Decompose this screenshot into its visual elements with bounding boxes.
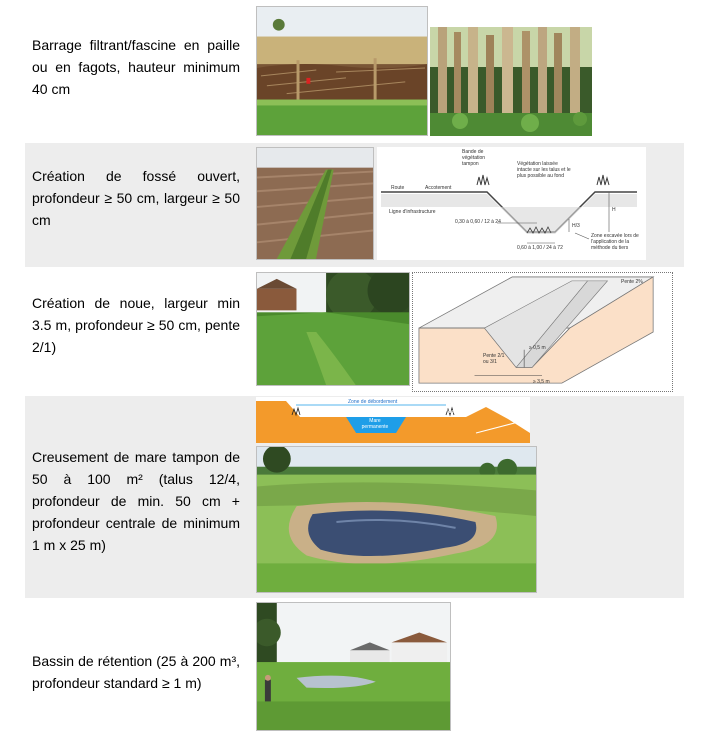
fascine-stakes-photo: [430, 27, 592, 136]
row-4-description: Creusement de mare tampon de 50 à 100 m² (talus 12/4, profondeur de min. 50 cm + profondeur centrale de minimum 1 m x 25 m): [32, 449, 240, 553]
pond-label-mare: Mare permanente: [361, 418, 389, 430]
diagram-label-route: Route: [391, 185, 405, 191]
open-ditch-photo: [256, 147, 374, 260]
pond-label-vidoir: Vidoir de fuite: [444, 409, 475, 415]
diagram-label-accotement: Accotement: [425, 185, 452, 191]
diagram-label-h-third: H/3: [572, 223, 580, 229]
buffer-pond-diagram: [256, 397, 530, 443]
row-2-description: Création de fossé ouvert, profondeur ≥ 50 cm, largeur ≥ 50 cm: [32, 168, 240, 228]
row-3-description: Création de noue, largeur min 3.5 m, profondeur ≥ 50 cm, pente 2/1): [32, 295, 240, 355]
swale-photo: [256, 272, 410, 386]
row-5-description: Bassin de rétention (25 à 200 m³, profondeur standard ≥ 1 m): [32, 653, 240, 691]
diagram-label-zone: Zone excavée lors de l'application de la méthode du tiers: [591, 233, 639, 251]
swale-label-pente-top: Pente 2%: [621, 279, 643, 285]
row-1-description: Barrage filtrant/fascine en paille ou en fagots, hauteur minimum 40 cm: [32, 37, 240, 97]
swale-label-pente-side: Pente 2/1 ou 3/1: [483, 353, 505, 365]
retention-basin-photo: [256, 602, 451, 731]
ditch-cross-section-diagram: [377, 147, 646, 260]
buffer-pond-photo: [256, 446, 537, 593]
diagram-label-h: H: [612, 207, 616, 213]
diagram-label-ligne: Ligne d'infrastructure: [389, 209, 436, 215]
swale-block-diagram: [412, 272, 673, 392]
swale-label-width: ≥ 3,5 m: [533, 379, 550, 385]
straw-barrier-photo: [256, 6, 428, 136]
pond-label-zone: Zone de débordement: [348, 399, 398, 405]
diagram-label-vegetation: Végétation laissée intacte sur les talus et le plus possible au fond: [517, 161, 571, 179]
diagram-label-dim2: 0,60 à 1,00 / 24 à 72: [517, 245, 563, 251]
diagram-label-bande: Bande de végétation tampon: [462, 149, 486, 167]
diagram-label-dim1: 0,30 à 0,60 / 12 à 24: [455, 219, 501, 225]
swale-label-depth: ≥ 0,5 m: [529, 345, 546, 351]
